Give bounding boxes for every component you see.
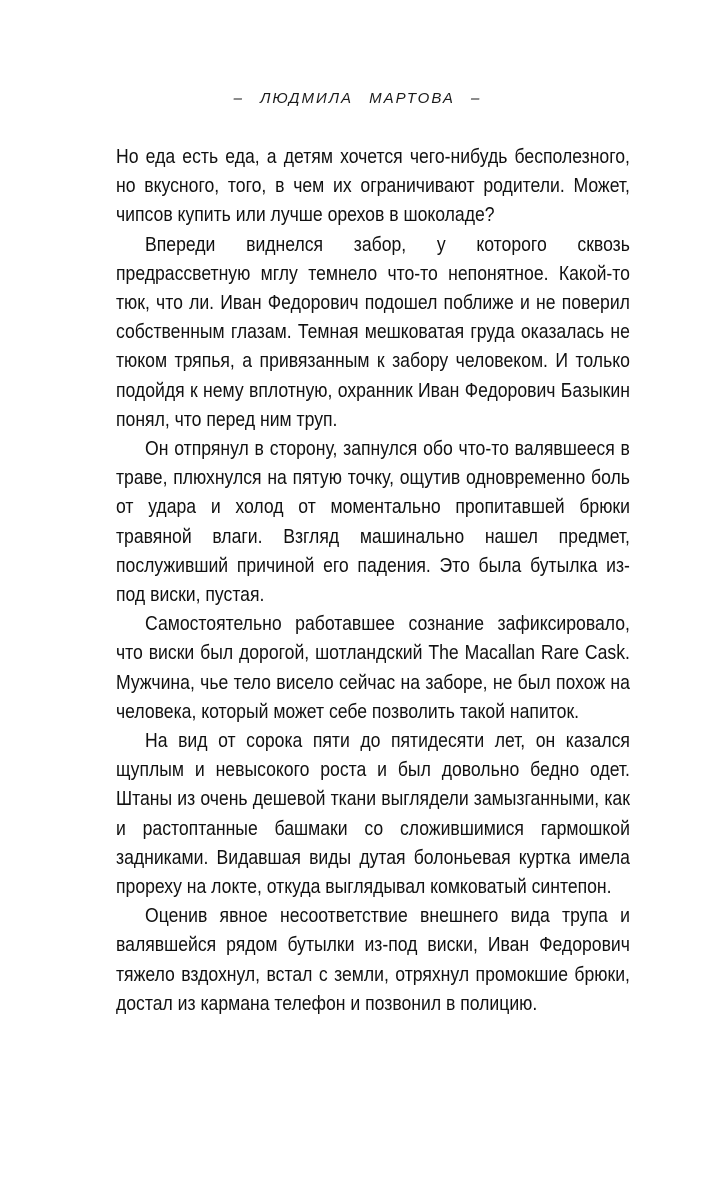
paragraph: Впереди виднелся забор, у которого сквозь предрассветную мглу темнело что-то непонятное. Какой-то тюк, что ли. Иван Федорович подошел поближе и не поверил собственным глазам. Темная мешковатая груда оказалась не тюком тряпья, а привязанным к забору человеком. И только подойдя к нему вплотную, охранник Иван Федорович Базыкин понял, что перед ним труп. [116, 233, 630, 431]
paragraph: Оценив явное несоответствие внешнего вида трупа и валявшейся рядом бутылки из-под виски, Иван Федорович тяжело вздохнул, встал с земли, отряхнул промокшие брюки, достал из кармана телефон и позвонил в полицию. [116, 905, 630, 1015]
paragraph: Он отпрянул в сторону, запнулся обо что-то валявшееся в траве, плюхнулся на пятую точку, ощутив одновременно боль от удара и холод от моментально пропитавшей брюки травяной влаги. Взгляд машинально нашел предмет, послуживший причиной его падения. Это была бутылка из-под виски, пустая. [116, 438, 630, 607]
running-head: – ЛЮДМИЛА МАРТОВА – [233, 90, 482, 107]
body-text [116, 143, 630, 1019]
paragraph: На вид от сорока пяти до пятидесяти лет, он казался щуплым и невысокого роста и был довольно бедно одет. Штаны из очень дешевой ткани выглядели замызганными, как и растоптанные башмаки со сложившимися гармошкой задниками. Видавшая виды дутая болоньевая куртка имела прореху на локте, откуда выглядывал комковатый синтепон. [116, 730, 630, 899]
paragraph: Но еда есть еда, а детям хочется чего-нибудь бесполезного, но вкусного, того, в чем их ограничивают родители. Может, чипсов купить или лучше орехов в шоколаде? [116, 146, 630, 227]
paragraph: Самостоятельно работавшее сознание зафиксировало, что виски был дорогой, шотландский The Macallan Rare Cask. Мужчина, чье тело висело сейчас на заборе, не был похож на человека, который может себе позволить такой напиток. [116, 613, 630, 723]
